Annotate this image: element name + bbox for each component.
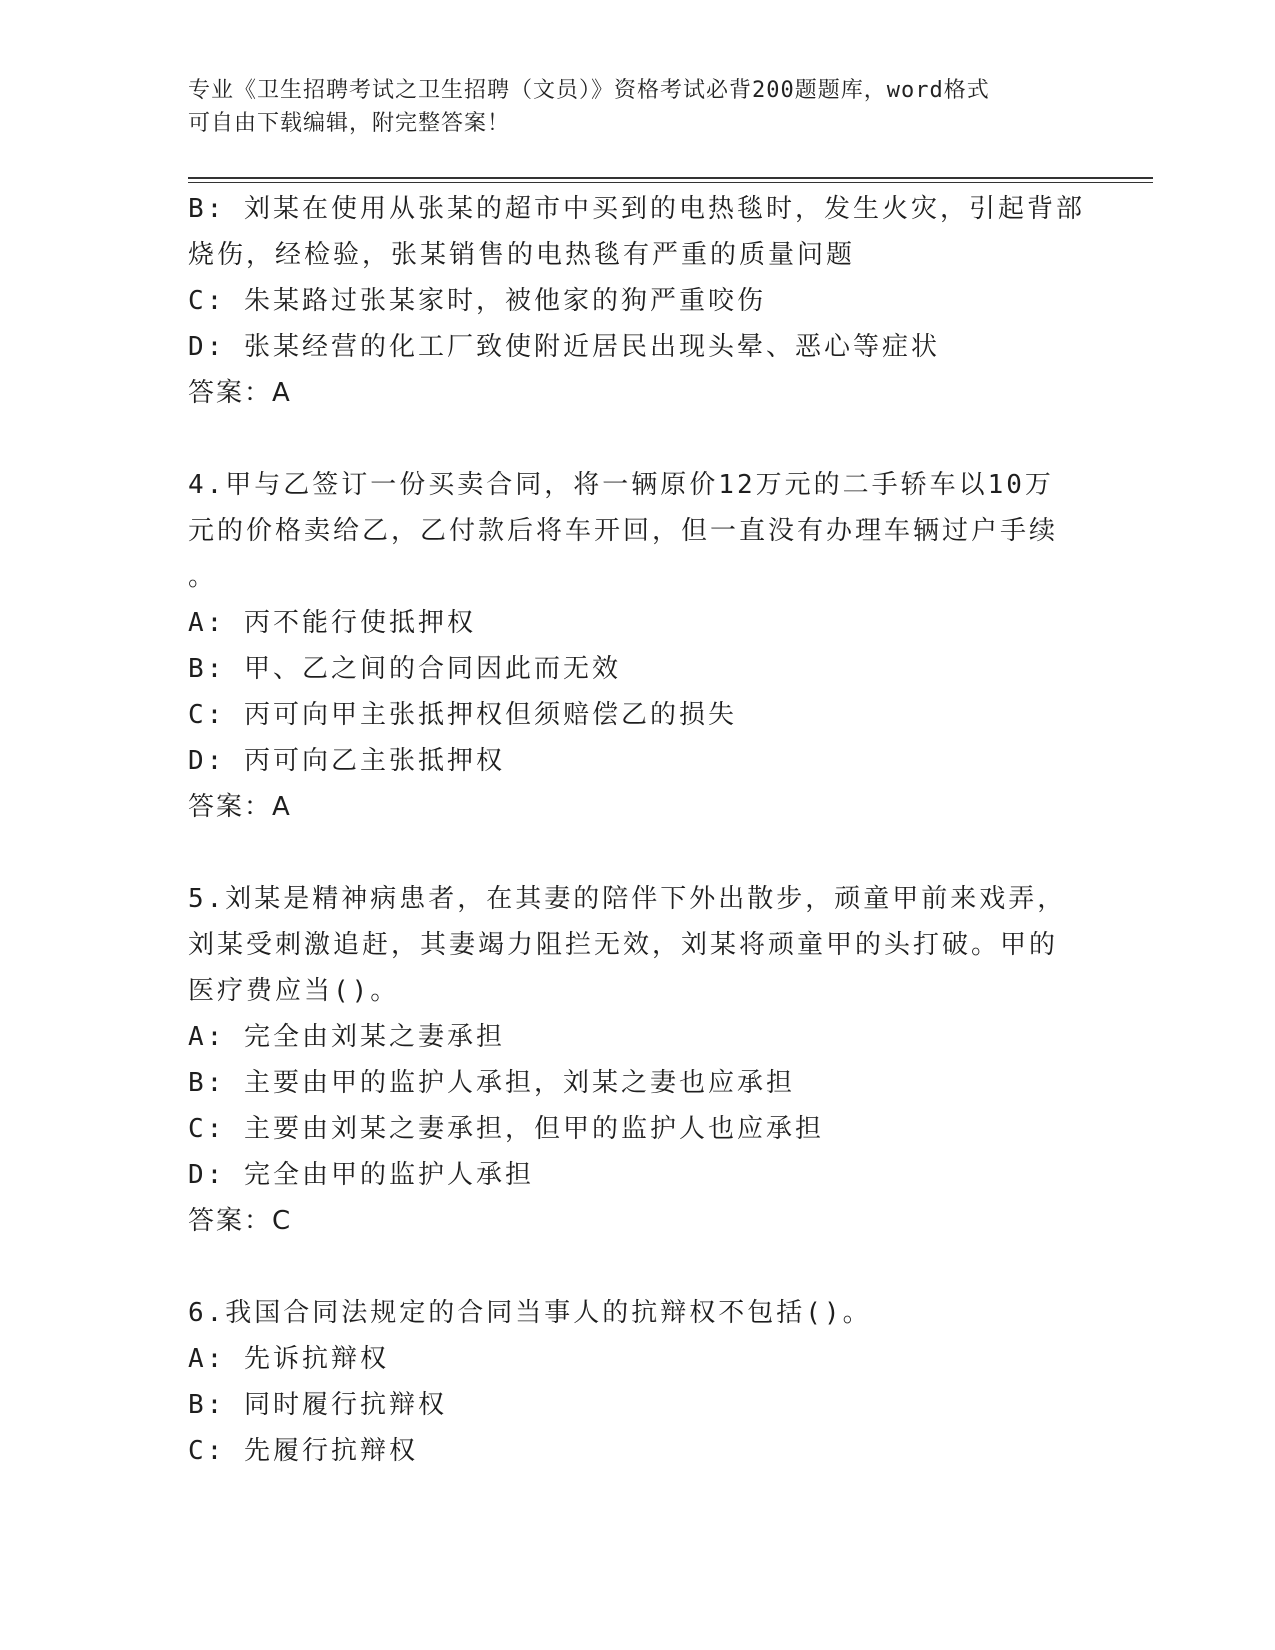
- option-b: B: 主要由甲的监护人承担，刘某之妻也应承担: [188, 1068, 795, 1098]
- spacer: [188, 830, 1088, 876]
- question-3-continued: [188, 186, 1088, 416]
- question-text: 5.刘某是精神病患者，在其妻的陪伴下外出散步，顽童甲前来戏弄，: [188, 884, 1067, 914]
- option-a: A: 完全由刘某之妻承担: [188, 1022, 505, 1052]
- header-divider-thin: [188, 182, 1153, 183]
- option-c: C: 先履行抗辩权: [188, 1436, 418, 1466]
- header-title-line-1: 专业《卫生招聘考试之卫生招聘（文员）》资格考试必背200题题库，word格式: [188, 78, 990, 103]
- spacer: [188, 416, 1088, 462]
- header-divider: [188, 177, 1153, 179]
- question-5: [188, 876, 1088, 1244]
- option-b: B: 甲、乙之间的合同因此而无效: [188, 654, 621, 684]
- page-header: [188, 74, 1088, 140]
- option-d: D: 丙可向乙主张抵押权: [188, 746, 505, 776]
- option-a: A: 丙不能行使抵押权: [188, 608, 476, 638]
- question-6: [188, 1290, 1088, 1474]
- option-b: B: 刘某在使用从张某的超市中买到的电热毯时，发生火灾，引起背部: [188, 194, 1085, 224]
- answer-line: 答案：A: [188, 378, 292, 408]
- question-text: 6.我国合同法规定的合同当事人的抗辩权不包括()。: [188, 1298, 872, 1328]
- option-b-continued: 烧伤，经检验，张某销售的电热毯有严重的质量问题: [188, 240, 856, 270]
- option-b: B: 同时履行抗辩权: [188, 1390, 447, 1420]
- question-4: [188, 462, 1088, 830]
- header-title-line-2: 可自由下载编辑，附完整答案！: [188, 111, 511, 136]
- answer-line: 答案：A: [188, 792, 292, 822]
- answer-line: 答案：C: [188, 1206, 293, 1236]
- option-a: A: 先诉抗辩权: [188, 1344, 389, 1374]
- option-c: C: 丙可向甲主张抵押权但须赔偿乙的损失: [188, 700, 737, 730]
- spacer: [188, 1244, 1088, 1290]
- question-text: 。: [188, 562, 218, 592]
- question-text: 元的价格卖给乙，乙付款后将车开回，但一直没有办理车辆过户手续: [188, 516, 1059, 546]
- option-d: D: 完全由甲的监护人承担: [188, 1160, 534, 1190]
- document-body: [188, 186, 1088, 1474]
- question-text: 4.甲与乙签订一份买卖合同，将一辆原价12万元的二手轿车以10万: [188, 470, 1054, 500]
- question-text: 刘某受刺激追赶，其妻竭力阻拦无效，刘某将顽童甲的头打破。甲的: [188, 930, 1059, 960]
- option-d: D: 张某经营的化工厂致使附近居民出现头晕、恶心等症状: [188, 332, 940, 362]
- option-c: C: 主要由刘某之妻承担，但甲的监护人也应承担: [188, 1114, 824, 1144]
- option-c: C: 朱某路过张某家时，被他家的狗严重咬伤: [188, 286, 766, 316]
- question-text: 医疗费应当()。: [188, 976, 400, 1006]
